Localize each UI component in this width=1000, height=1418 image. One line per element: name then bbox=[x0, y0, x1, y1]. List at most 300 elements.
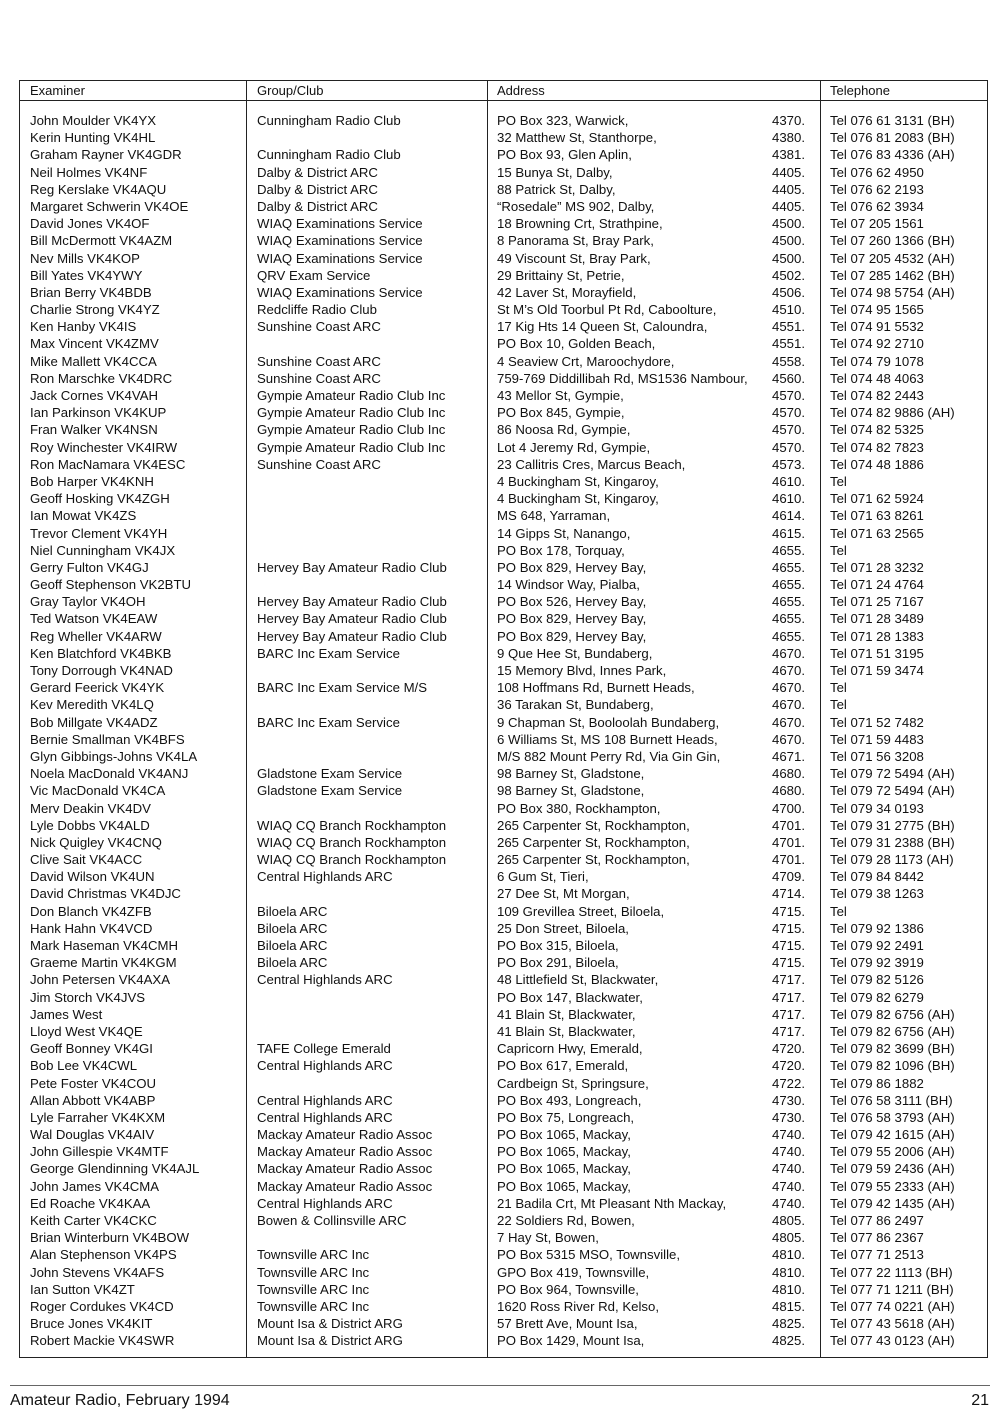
table-row bbox=[20, 782, 987, 799]
cell-examiner: Keith Carter VK4CKC bbox=[30, 1213, 157, 1228]
cell-postcode: 4720. bbox=[771, 1058, 805, 1074]
cell-group: Biloela ARC bbox=[257, 920, 328, 936]
cell-postcode: 4740. bbox=[771, 1178, 805, 1194]
cell-telephone: Tel 071 59 3474 bbox=[830, 663, 924, 678]
cell-address: PO Box 323, Warwick, bbox=[497, 113, 629, 128]
cell-group: WIAQ CQ Branch Rockhampton bbox=[257, 834, 447, 850]
cell-address: 43 Mellor St, Gympie, bbox=[497, 388, 624, 403]
table-row bbox=[20, 696, 987, 713]
cell-postcode: 4655. bbox=[771, 628, 805, 644]
cell-address: 36 Tarakan St, Bundaberg, bbox=[497, 697, 654, 713]
cell-postcode: 4701. bbox=[771, 852, 805, 868]
table-row bbox=[20, 1126, 987, 1143]
cell-address: PO Box 75, Longreach, bbox=[497, 1109, 635, 1125]
table-row bbox=[20, 1057, 987, 1074]
cell-examiner: Ron Marschke VK4DRC bbox=[30, 370, 173, 386]
cell-examiner: Pete Foster VK4COU bbox=[30, 1075, 157, 1091]
cell-group: Gympie Amateur Radio Club Inc bbox=[257, 439, 446, 455]
table-row bbox=[20, 817, 987, 834]
cell-examiner: Kev Meredith VK4LQ bbox=[30, 697, 154, 713]
table-row bbox=[20, 267, 987, 284]
cell-address: 6 Williams St, MS 108 Burnett Heads, bbox=[497, 731, 718, 747]
table-row bbox=[20, 318, 987, 335]
cell-address: PO Box 178, Torquay, bbox=[497, 542, 625, 558]
cell-telephone: Tel 079 82 6756 (AH) bbox=[830, 1023, 955, 1039]
cell-address: 98 Barney St, Gladstone, bbox=[497, 783, 645, 799]
cell-telephone: Tel 079 42 1435 (AH) bbox=[830, 1195, 955, 1211]
cell-group: TAFE College Emerald bbox=[257, 1041, 391, 1057]
cell-examiner: Niel Cunningham VK4JX bbox=[30, 542, 176, 558]
table-row bbox=[20, 559, 987, 576]
cell-telephone: Tel 076 81 2083 (BH) bbox=[830, 130, 955, 146]
cell-telephone: Tel 079 92 1386 bbox=[830, 920, 924, 936]
cell-postcode: 4680. bbox=[771, 783, 805, 799]
cell-examiner: Jim Storch VK4JVS bbox=[30, 989, 146, 1005]
cell-address: PO Box 1429, Mount Isa, bbox=[497, 1333, 645, 1349]
table-row bbox=[20, 1178, 987, 1195]
cell-group: Mount Isa & District ARG bbox=[257, 1333, 403, 1349]
cell-postcode: 4805. bbox=[771, 1230, 805, 1246]
cell-address: 48 Littlefield St, Blackwater, bbox=[497, 972, 659, 988]
cell-group: Sunshine Coast ARC bbox=[257, 456, 381, 472]
table-row bbox=[20, 765, 987, 782]
cell-postcode: 4671. bbox=[771, 748, 805, 764]
cell-postcode: 4715. bbox=[771, 955, 805, 971]
cell-group: BARC Inc Exam Service M/S bbox=[257, 680, 428, 696]
cell-postcode: 4570. bbox=[771, 405, 805, 421]
table-row bbox=[20, 1332, 987, 1349]
table-row bbox=[20, 284, 987, 301]
cell-telephone: Tel 079 82 6756 (AH) bbox=[830, 1006, 955, 1022]
cell-examiner: John Gillespie VK4MTF bbox=[30, 1144, 169, 1160]
cell-examiner: Bill McDermott VK4AZM bbox=[30, 233, 173, 249]
cell-group: WIAQ CQ Branch Rockhampton bbox=[257, 852, 447, 868]
cell-examiner: Hank Hahn VK4VCD bbox=[30, 920, 153, 936]
table-row bbox=[20, 250, 987, 267]
cell-address: 14 Gipps St, Nanango, bbox=[497, 525, 631, 541]
cell-group: Townsville ARC Inc bbox=[257, 1247, 370, 1263]
cell-telephone: Tel 071 63 2565 bbox=[830, 525, 924, 541]
cell-address: PO Box 380, Rockhampton, bbox=[497, 800, 661, 816]
cell-address: “Rosedale” MS 902, Dalby, bbox=[497, 198, 655, 214]
cell-address: 17 Kig Hts 14 Queen St, Caloundra, bbox=[497, 319, 708, 335]
cell-group: QRV Exam Service bbox=[257, 267, 371, 283]
cell-telephone: Tel 074 48 1886 bbox=[830, 456, 924, 472]
table-row bbox=[20, 1298, 987, 1315]
cell-group: Gladstone Exam Service bbox=[257, 766, 403, 782]
cell-telephone: Tel bbox=[830, 903, 847, 919]
cell-group: Central Highlands ARC bbox=[257, 1092, 393, 1108]
cell-telephone: Tel 071 51 3195 bbox=[830, 645, 924, 661]
cell-postcode: 4558. bbox=[771, 353, 805, 369]
cell-postcode: 4701. bbox=[771, 817, 805, 833]
cell-postcode: 4370. bbox=[771, 113, 805, 128]
cell-group: Townsville ARC Inc bbox=[257, 1281, 370, 1297]
cell-examiner: Ken Hanby VK4IS bbox=[30, 319, 137, 335]
cell-postcode: 4573. bbox=[771, 456, 805, 472]
cell-group: Central Highlands ARC bbox=[257, 1195, 393, 1211]
cell-examiner: Robert Mackie VK4SWR bbox=[30, 1333, 175, 1349]
cell-postcode: 4655. bbox=[771, 542, 805, 558]
table-row bbox=[20, 490, 987, 507]
cell-group: Hervey Bay Amateur Radio Club bbox=[257, 594, 447, 610]
cell-examiner: Bob Millgate VK4ADZ bbox=[30, 714, 158, 730]
cell-examiner: Margaret Schwerin VK4OE bbox=[30, 198, 189, 214]
cell-postcode: 4500. bbox=[771, 216, 805, 232]
cell-examiner: Tony Dorrough VK4NAD bbox=[30, 663, 173, 678]
table-row bbox=[20, 507, 987, 524]
cell-telephone: Tel 077 43 0123 (AH) bbox=[830, 1333, 955, 1349]
cell-group: Hervey Bay Amateur Radio Club bbox=[257, 559, 447, 575]
cell-examiner: Nick Quigley VK4CNQ bbox=[30, 834, 162, 850]
table-row bbox=[20, 1229, 987, 1246]
cell-postcode: 4700. bbox=[771, 800, 805, 816]
cell-examiner: Ian Sutton VK4ZT bbox=[30, 1281, 135, 1297]
cell-telephone: Tel 076 58 3111 (BH) bbox=[830, 1092, 953, 1108]
cell-postcode: 4810. bbox=[771, 1247, 805, 1263]
cell-examiner: Don Blanch VK4ZFB bbox=[30, 903, 152, 919]
cell-telephone: Tel 079 92 3919 bbox=[830, 955, 924, 971]
cell-examiner: Charlie Strong VK4YZ bbox=[30, 302, 160, 318]
cell-postcode: 4825. bbox=[771, 1316, 805, 1332]
table-row bbox=[20, 748, 987, 765]
cell-address: Capricorn Hwy, Emerald, bbox=[497, 1041, 643, 1057]
cell-postcode: 4714. bbox=[771, 886, 805, 902]
table-row bbox=[20, 1023, 987, 1040]
cell-telephone: Tel 079 86 1882 bbox=[830, 1075, 924, 1091]
cell-examiner: Lloyd West VK4QE bbox=[30, 1023, 143, 1039]
table-row bbox=[20, 1212, 987, 1229]
cell-group: Gladstone Exam Service bbox=[257, 783, 403, 799]
cell-examiner: Gerry Fulton VK4GJ bbox=[30, 559, 149, 575]
header-group-club: Group/Club bbox=[257, 83, 324, 98]
cell-address: 18 Browning Crt, Strathpine, bbox=[497, 216, 663, 232]
cell-postcode: 4655. bbox=[771, 577, 805, 593]
table-row bbox=[20, 885, 987, 902]
cell-telephone: Tel 079 82 3699 (BH) bbox=[830, 1041, 955, 1057]
cell-address: GPO Box 419, Townsville, bbox=[497, 1264, 650, 1280]
cell-address: PO Box 5315 MSO, Townsville, bbox=[497, 1247, 680, 1263]
cell-postcode: 4740. bbox=[771, 1161, 805, 1177]
cell-address: 1620 Ross River Rd, Kelso, bbox=[497, 1298, 659, 1314]
cell-group: Hervey Bay Amateur Radio Club bbox=[257, 611, 447, 627]
table-row bbox=[20, 1109, 987, 1126]
cell-postcode: 4740. bbox=[771, 1127, 805, 1143]
cell-postcode: 4510. bbox=[771, 302, 805, 318]
cell-telephone: Tel 074 91 5532 bbox=[830, 319, 924, 335]
cell-address: 88 Patrick St, Dalby, bbox=[497, 181, 616, 197]
table-row bbox=[20, 112, 987, 129]
cell-examiner: Brian Winterburn VK4BOW bbox=[30, 1230, 190, 1246]
table-row bbox=[20, 1143, 987, 1160]
table-row bbox=[20, 542, 987, 559]
cell-telephone: Tel 074 98 5754 (AH) bbox=[830, 284, 955, 300]
cell-examiner: Bill Yates VK4YWY bbox=[30, 267, 143, 283]
cell-telephone: Tel 071 59 4483 bbox=[830, 731, 924, 747]
cell-telephone: Tel 074 82 7823 bbox=[830, 439, 924, 455]
cell-group: Biloela ARC bbox=[257, 903, 328, 919]
cell-examiner: George Glendinning VK4AJL bbox=[30, 1161, 200, 1177]
table-row bbox=[20, 971, 987, 988]
cell-examiner: Bob Harper VK4KNH bbox=[30, 473, 154, 489]
cell-telephone: Tel 074 95 1565 bbox=[830, 302, 924, 318]
cell-telephone: Tel 074 79 1078 bbox=[830, 353, 924, 369]
cell-postcode: 4655. bbox=[771, 594, 805, 610]
cell-telephone: Tel 079 82 1096 (BH) bbox=[830, 1058, 955, 1074]
cell-examiner: Wal Douglas VK4AIV bbox=[30, 1127, 155, 1143]
cell-address: 8 Panorama St, Bray Park, bbox=[497, 233, 654, 249]
cell-postcode: 4715. bbox=[771, 903, 805, 919]
cell-examiner: Bruce Jones VK4KIT bbox=[30, 1316, 153, 1332]
cell-examiner: David Christmas VK4DJC bbox=[30, 886, 181, 902]
cell-postcode: 4551. bbox=[771, 336, 805, 352]
cell-group: Biloela ARC bbox=[257, 938, 328, 953]
cell-address: 41 Blain St, Blackwater, bbox=[497, 1006, 636, 1022]
cell-telephone: Tel 077 71 1211 (BH) bbox=[830, 1281, 954, 1297]
table-row bbox=[20, 370, 987, 387]
table-row bbox=[20, 456, 987, 473]
page-number: 21 bbox=[971, 1392, 989, 1409]
cell-telephone: Tel 076 62 4950 bbox=[830, 164, 924, 180]
cell-address: 9 Chapman St, Booloolah Bundaberg, bbox=[497, 714, 720, 730]
cell-telephone: Tel 074 48 4063 bbox=[830, 370, 924, 386]
cell-postcode: 4740. bbox=[771, 1195, 805, 1211]
cell-group: Mount Isa & District ARG bbox=[257, 1316, 403, 1332]
cell-examiner: Clive Sait VK4ACC bbox=[30, 852, 143, 868]
cell-examiner: Merv Deakin VK4DV bbox=[30, 800, 151, 816]
cell-address: 108 Hoffmans Rd, Burnett Heads, bbox=[497, 680, 695, 696]
cell-examiner: Roger Cordukes VK4CD bbox=[30, 1298, 174, 1314]
cell-telephone: Tel 079 59 2436 (AH) bbox=[830, 1161, 955, 1177]
table-row bbox=[20, 679, 987, 696]
cell-postcode: 4405. bbox=[771, 164, 805, 180]
cell-examiner: Trevor Clement VK4YH bbox=[30, 525, 168, 541]
table-row bbox=[20, 439, 987, 456]
cell-telephone: Tel 07 285 1462 (BH) bbox=[830, 267, 955, 283]
cell-group: Redcliffe Radio Club bbox=[257, 302, 377, 318]
cell-postcode: 4717. bbox=[771, 989, 805, 1005]
cell-address: Cardbeign St, Springsure, bbox=[497, 1075, 649, 1091]
cell-examiner: David Jones VK4OF bbox=[30, 216, 150, 232]
cell-telephone: Tel 077 86 2497 bbox=[830, 1213, 924, 1228]
cell-examiner: John Petersen VK4AXA bbox=[30, 972, 171, 988]
cell-group: Gympie Amateur Radio Club Inc bbox=[257, 388, 446, 403]
cell-group: Central Highlands ARC bbox=[257, 972, 393, 988]
cell-telephone: Tel 079 55 2333 (AH) bbox=[830, 1178, 955, 1194]
cell-address: PO Box 93, Glen Aplin, bbox=[497, 147, 632, 163]
cell-postcode: 4730. bbox=[771, 1092, 805, 1108]
cell-group: Hervey Bay Amateur Radio Club bbox=[257, 628, 447, 644]
table-row bbox=[20, 576, 987, 593]
cell-examiner: Reg Kerslake VK4AQU bbox=[30, 181, 167, 197]
cell-address: 265 Carpenter St, Rockhampton, bbox=[497, 852, 690, 868]
cell-postcode: 4701. bbox=[771, 834, 805, 850]
cell-postcode: 4614. bbox=[771, 508, 805, 524]
cell-examiner: Jack Cornes VK4VAH bbox=[30, 388, 159, 403]
cell-group: Mackay Amateur Radio Assoc bbox=[257, 1127, 433, 1143]
cell-telephone: Tel 079 55 2006 (AH) bbox=[830, 1144, 955, 1160]
cell-examiner: Neil Holmes VK4NF bbox=[30, 164, 148, 180]
cell-postcode: 4551. bbox=[771, 319, 805, 335]
cell-telephone: Tel 079 31 2775 (BH) bbox=[830, 817, 955, 833]
cell-telephone: Tel 077 86 2367 bbox=[830, 1230, 924, 1246]
cell-address: PO Box 493, Longreach, bbox=[497, 1092, 642, 1108]
table-row bbox=[20, 146, 987, 163]
cell-telephone: Tel 07 205 1561 bbox=[830, 216, 924, 232]
table-row bbox=[20, 731, 987, 748]
cell-postcode: 4506. bbox=[771, 284, 805, 300]
cell-postcode: 4670. bbox=[771, 663, 805, 678]
cell-telephone: Tel 071 28 3232 bbox=[830, 559, 924, 575]
table-row bbox=[20, 353, 987, 370]
cell-telephone: Tel 079 72 5494 (AH) bbox=[830, 783, 955, 799]
cell-postcode: 4715. bbox=[771, 938, 805, 953]
cell-examiner: Noela MacDonald VK4ANJ bbox=[30, 766, 189, 782]
cell-address: 4 Buckingham St, Kingaroy, bbox=[497, 491, 659, 507]
cell-examiner: Lyle Farraher VK4KXM bbox=[30, 1109, 166, 1125]
table-row bbox=[20, 714, 987, 731]
cell-postcode: 4730. bbox=[771, 1109, 805, 1125]
cell-telephone: Tel 079 38 1263 bbox=[830, 886, 924, 902]
cell-address: 49 Viscount St, Bray Park, bbox=[497, 250, 651, 266]
cell-postcode: 4570. bbox=[771, 439, 805, 455]
cell-postcode: 4670. bbox=[771, 697, 805, 713]
cell-examiner: John Stevens VK4AFS bbox=[30, 1264, 165, 1280]
cell-telephone: Tel 079 82 6279 bbox=[830, 989, 924, 1005]
cell-telephone: Tel 074 82 5325 bbox=[830, 422, 924, 438]
cell-postcode: 4502. bbox=[771, 267, 805, 283]
table-row bbox=[20, 610, 987, 627]
cell-telephone: Tel bbox=[830, 697, 847, 713]
cell-group: Townsville ARC Inc bbox=[257, 1298, 370, 1314]
cell-address: M/S 882 Mount Perry Rd, Via Gin Gin, bbox=[497, 748, 721, 764]
table-row bbox=[20, 920, 987, 937]
cell-telephone: Tel 079 72 5494 (AH) bbox=[830, 766, 955, 782]
cell-group: Sunshine Coast ARC bbox=[257, 319, 381, 335]
cell-postcode: 4500. bbox=[771, 233, 805, 249]
table-row bbox=[20, 421, 987, 438]
cell-telephone: Tel 074 92 2710 bbox=[830, 336, 924, 352]
cell-group: Dalby & District ARC bbox=[257, 164, 378, 180]
cell-group: Dalby & District ARC bbox=[257, 198, 378, 214]
cell-postcode: 4670. bbox=[771, 714, 805, 730]
cell-group: WIAQ Examinations Service bbox=[257, 233, 423, 249]
cell-examiner: John Moulder VK4YX bbox=[30, 113, 157, 128]
table-row bbox=[20, 989, 987, 1006]
cell-telephone: Tel 07 205 4532 (AH) bbox=[830, 250, 955, 266]
cell-group: Central Highlands ARC bbox=[257, 1058, 393, 1074]
cell-telephone: Tel 071 25 7167 bbox=[830, 594, 924, 610]
cell-telephone: Tel 076 83 4336 (AH) bbox=[830, 147, 955, 163]
cell-group: Central Highlands ARC bbox=[257, 1109, 393, 1125]
table-row bbox=[20, 937, 987, 954]
cell-address: PO Box 291, Biloela, bbox=[497, 955, 619, 971]
header-divider bbox=[20, 100, 987, 101]
cell-telephone: Tel 076 58 3793 (AH) bbox=[830, 1109, 955, 1125]
cell-postcode: 4680. bbox=[771, 766, 805, 782]
cell-group: Mackay Amateur Radio Assoc bbox=[257, 1144, 433, 1160]
cell-address: PO Box 1065, Mackay, bbox=[497, 1127, 631, 1143]
table-row bbox=[20, 903, 987, 920]
cell-group: Townsville ARC Inc bbox=[257, 1264, 370, 1280]
cell-address: 86 Noosa Rd, Gympie, bbox=[497, 422, 631, 438]
cell-examiner: Ted Watson VK4EAW bbox=[30, 611, 158, 627]
cell-address: PO Box 1065, Mackay, bbox=[497, 1161, 631, 1177]
cell-telephone: Tel 079 31 2388 (BH) bbox=[830, 834, 955, 850]
cell-telephone: Tel 077 71 2513 bbox=[830, 1247, 924, 1263]
cell-address: PO Box 617, Emerald, bbox=[497, 1058, 629, 1074]
cell-address: 4 Seaview Crt, Maroochydore, bbox=[497, 353, 675, 369]
cell-address: PO Box 845, Gympie, bbox=[497, 405, 625, 421]
cell-telephone: Tel 077 74 0221 (AH) bbox=[830, 1298, 955, 1314]
table-row bbox=[20, 628, 987, 645]
cell-postcode: 4670. bbox=[771, 645, 805, 661]
cell-address: 7 Hay St, Bowen, bbox=[497, 1230, 599, 1246]
cell-address: 759-769 Diddillibah Rd, MS1536 Nambour, bbox=[497, 370, 748, 386]
cell-group: WIAQ Examinations Service bbox=[257, 250, 423, 266]
cell-postcode: 4810. bbox=[771, 1281, 805, 1297]
table-row bbox=[20, 1281, 987, 1298]
cell-postcode: 4815. bbox=[771, 1298, 805, 1314]
header-address: Address bbox=[497, 83, 545, 98]
cell-group: Sunshine Coast ARC bbox=[257, 353, 381, 369]
cell-address: 265 Carpenter St, Rockhampton, bbox=[497, 834, 690, 850]
cell-examiner: Mike Mallett VK4CCA bbox=[30, 353, 157, 369]
cell-group: Cunningham Radio Club bbox=[257, 113, 401, 128]
cell-address: PO Box 1065, Mackay, bbox=[497, 1144, 631, 1160]
cell-postcode: 4405. bbox=[771, 198, 805, 214]
table-row bbox=[20, 1040, 987, 1057]
cell-group: Cunningham Radio Club bbox=[257, 147, 401, 163]
cell-telephone: Tel 074 82 9886 (AH) bbox=[830, 405, 955, 421]
cell-telephone: Tel 07 260 1366 (BH) bbox=[830, 233, 955, 249]
table-row bbox=[20, 335, 987, 352]
cell-group: Sunshine Coast ARC bbox=[257, 370, 381, 386]
cell-examiner: Lyle Dobbs VK4ALD bbox=[30, 817, 150, 833]
cell-examiner: Bernie Smallman VK4BFS bbox=[30, 731, 185, 747]
cell-examiner: Nev Mills VK4KOP bbox=[30, 250, 140, 266]
header-examiner: Examiner bbox=[30, 83, 85, 98]
table-row bbox=[20, 164, 987, 181]
cell-telephone: Tel bbox=[830, 680, 847, 696]
cell-address: PO Box 315, Biloela, bbox=[497, 938, 619, 953]
cell-address: 22 Soldiers Rd, Bowen, bbox=[497, 1213, 635, 1228]
cell-postcode: 4670. bbox=[771, 680, 805, 696]
cell-address: 98 Barney St, Gladstone, bbox=[497, 766, 645, 782]
cell-postcode: 4717. bbox=[771, 972, 805, 988]
table-row bbox=[20, 1092, 987, 1109]
cell-address: PO Box 829, Hervey Bay, bbox=[497, 611, 647, 627]
table-row bbox=[20, 645, 987, 662]
cell-postcode: 4805. bbox=[771, 1213, 805, 1228]
cell-address: St M’s Old Toorbul Pt Rd, Caboolture, bbox=[497, 302, 717, 318]
cell-examiner: Glyn Gibbings-Johns VK4LA bbox=[30, 748, 198, 764]
cell-postcode: 4570. bbox=[771, 422, 805, 438]
cell-telephone: Tel 071 62 5924 bbox=[830, 491, 924, 507]
cell-postcode: 4381. bbox=[771, 147, 805, 163]
cell-group: Gympie Amateur Radio Club Inc bbox=[257, 422, 446, 438]
cell-examiner: Ian Parkinson VK4KUP bbox=[30, 405, 167, 421]
header-telephone: Telephone bbox=[830, 83, 890, 98]
table-row bbox=[20, 800, 987, 817]
cell-telephone: Tel 079 84 8442 bbox=[830, 869, 924, 885]
cell-address: 32 Matthew St, Stanthorpe, bbox=[497, 130, 657, 146]
cell-telephone: Tel 077 43 5618 (AH) bbox=[830, 1316, 955, 1332]
cell-address: 42 Laver St, Morayfield, bbox=[497, 284, 637, 300]
cell-group: Gympie Amateur Radio Club Inc bbox=[257, 405, 446, 421]
cell-examiner: Max Vincent VK4ZMV bbox=[30, 336, 159, 352]
cell-address: 27 Dee St, Mt Morgan, bbox=[497, 886, 630, 902]
